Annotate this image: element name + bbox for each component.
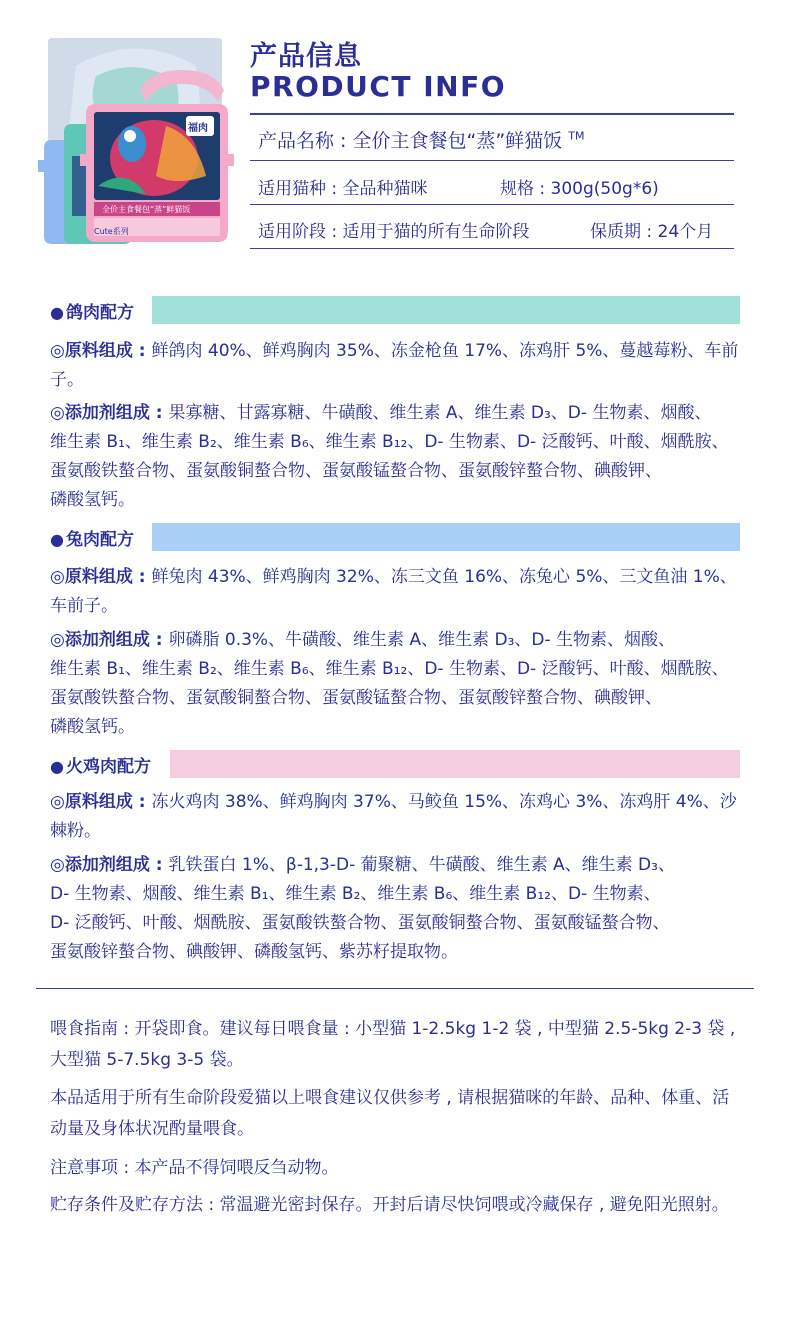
section-rabbit-additives bbox=[50, 626, 744, 742]
section-pigeon-header bbox=[50, 296, 740, 324]
ingredients-text: 鲜鸽肉 40%、鲜鸡胸肉 35%、冻金枪鱼 17%、冻鸡肝 5%、蔓越莓粉、车前子。 bbox=[50, 341, 739, 390]
additives-line: 维生素 B₁、维生素 B₂、维生素 B₆、维生素 B₁₂、D- 生物素、D- 泛酸钙、叶酸、烟酰胺、 bbox=[50, 659, 729, 679]
breed-label: 适用猫种 : bbox=[258, 179, 343, 199]
section-turkey-ingredients bbox=[50, 788, 744, 846]
section-title-text: 鸽肉配方 bbox=[65, 303, 134, 323]
additives-line: D- 生物素、烟酸、维生素 B₁、维生素 B₂、维生素 B₆、维生素 B₁₂、D- 生物素、 bbox=[50, 884, 661, 904]
section-rabbit-ingredients bbox=[50, 563, 744, 621]
header-divider bbox=[250, 113, 734, 115]
section-rabbit-color-bar bbox=[152, 523, 740, 551]
additives-line: 磷酸氢钙。 bbox=[50, 490, 135, 510]
section-title-text: 兔肉配方 bbox=[65, 530, 134, 550]
section-separator bbox=[36, 988, 754, 989]
section-turkey-additives bbox=[50, 851, 744, 967]
additives-line: 磷酸氢钙。 bbox=[50, 717, 135, 737]
spec-value: 300g(50g*6) bbox=[550, 179, 659, 199]
ingredients-label: ◎原料组成 : bbox=[50, 792, 152, 812]
shelf-value: 24个月 bbox=[657, 222, 714, 242]
package-badge: 福肉 bbox=[188, 123, 208, 134]
section-pigeon-color-bar bbox=[152, 296, 740, 324]
info-row-stage bbox=[258, 217, 530, 242]
info-divider-2 bbox=[250, 204, 734, 205]
additives-label: ◎添加剂组成 : bbox=[50, 630, 169, 650]
section-turkey-color-bar bbox=[170, 750, 740, 778]
package-name: 全价主食餐包“蒸”鲜猫饭 bbox=[102, 205, 191, 214]
info-divider-3 bbox=[250, 248, 734, 249]
feeding-note: 本品适用于所有生命阶段爱猫以上喂食建议仅供参考 , 请根据猫咪的年龄、品种、体重、活动量及身体状况酌量喂食。 bbox=[50, 1088, 730, 1139]
additives-line: 维生素 B₁、维生素 B₂、维生素 B₆、维生素 B₁₂、D- 生物素、D- 泛酸钙、叶酸、烟酰胺、 bbox=[50, 432, 729, 452]
section-title-text: 火鸡肉配方 bbox=[65, 757, 151, 777]
info-divider-1 bbox=[250, 160, 734, 161]
info-row-breed-spec bbox=[258, 174, 428, 199]
caution-note: 注意事项 : 本产品不得饲喂反刍动物。 bbox=[50, 1158, 339, 1178]
ingredients-text: 鲜兔肉 43%、鲜鸡胸肉 32%、冻三文鱼 16%、冻兔心 5%、三文鱼油 1%、车前子。 bbox=[50, 567, 737, 616]
info-row-spec bbox=[500, 174, 659, 199]
additives-label: ◎添加剂组成 : bbox=[50, 403, 169, 423]
stage-value: 适用于猫的所有生命阶段 bbox=[342, 222, 530, 242]
additives-line: 卵磷脂 0.3%、牛磺酸、维生素 A、维生素 D₃、D- 生物素、烟酸、 bbox=[168, 630, 676, 650]
bullet-dot-icon: ● bbox=[50, 757, 64, 776]
additives-line: 果寡糖、甘露寡糖、牛磺酸、维生素 A、维生素 D₃、D- 生物素、烟酸、 bbox=[168, 403, 712, 423]
product-name-value: 全价主食餐包“蒸”鲜猫饭 bbox=[352, 130, 563, 152]
spec-label: 规格 : bbox=[500, 179, 551, 199]
additives-line: 蛋氨酸铁螯合物、蛋氨酸铜螯合物、蛋氨酸锰螯合物、蛋氨酸锌螯合物、碘酸钾、 bbox=[50, 688, 662, 708]
info-row-product-name bbox=[258, 126, 584, 153]
bullet-dot-icon: ● bbox=[50, 303, 64, 322]
shelf-label: 保质期 : bbox=[590, 222, 658, 242]
section-turkey-header bbox=[50, 750, 740, 778]
section-pigeon-ingredients bbox=[50, 337, 744, 395]
page-title-en: PRODUCT INFO bbox=[250, 70, 507, 103]
product-name-label: 产品名称 : bbox=[258, 130, 353, 152]
info-row-shelf-life bbox=[590, 217, 713, 242]
breed-value: 全品种猫咪 bbox=[342, 179, 428, 199]
additives-line: 蛋氨酸锌螯合物、碘酸钾、磷酸氢钙、紫苏籽提取物。 bbox=[50, 942, 458, 962]
section-pigeon-title bbox=[50, 298, 134, 323]
storage-note: 贮存条件及贮存方法 : 常温避光密封保存。开封后请尽快饲喂或冷藏保存 , 避免阳光照射。 bbox=[50, 1195, 729, 1215]
section-pigeon-additives bbox=[50, 399, 744, 515]
package-brand: Cute系列 bbox=[94, 227, 129, 236]
trademark-mark: TM bbox=[568, 129, 585, 143]
additives-label: ◎添加剂组成 : bbox=[50, 855, 169, 875]
additives-line: 蛋氨酸铁螯合物、蛋氨酸铜螯合物、蛋氨酸锰螯合物、蛋氨酸锌螯合物、碘酸钾、 bbox=[50, 461, 662, 481]
bullet-dot-icon: ● bbox=[50, 530, 64, 549]
additives-line: 乳铁蛋白 1%、β-1,3-D- 葡聚糖、牛磺酸、维生素 A、维生素 D₃、 bbox=[168, 855, 675, 875]
section-rabbit-title bbox=[50, 525, 134, 550]
page-title-cn: 产品信息 bbox=[250, 41, 362, 72]
section-rabbit-header bbox=[50, 523, 740, 551]
ingredients-label: ◎原料组成 : bbox=[50, 341, 152, 361]
stage-label: 适用阶段 : bbox=[258, 222, 343, 242]
section-turkey-title bbox=[50, 752, 151, 777]
product-package-image bbox=[36, 36, 236, 248]
additives-line: D- 泛酸钙、叶酸、烟酰胺、蛋氨酸铁螯合物、蛋氨酸铜螯合物、蛋氨酸锰螯合物、 bbox=[50, 913, 670, 933]
ingredients-text: 冻火鸡肉 38%、鲜鸡胸肉 37%、马鲛鱼 15%、冻鸡心 3%、冻鸡肝 4%、沙棘粉。 bbox=[50, 792, 737, 841]
feeding-guide: 喂食指南 : 开袋即食。建议每日喂食量 : 小型猫 1-2.5kg 1-2 袋 , 中型猫 2.5-5kg 2-3 袋 , 大型猫 5-7.5kg 3-5 袋。 bbox=[50, 1019, 736, 1070]
ingredients-label: ◎原料组成 : bbox=[50, 567, 152, 587]
